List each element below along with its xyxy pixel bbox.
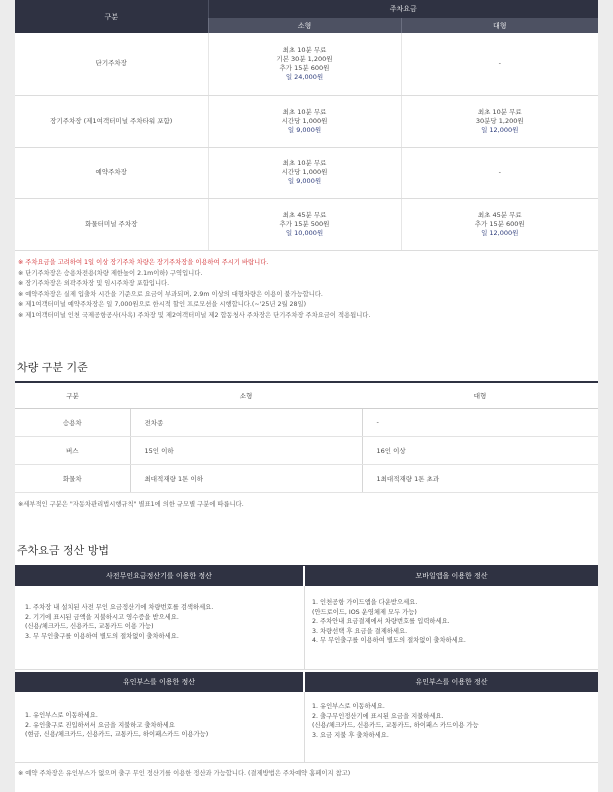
fee-cell-small (208, 95, 401, 147)
payment-list-kiosk (25, 603, 300, 641)
fee-note-2: ※ 장기주차장은 외곽주차장 및 임시주차장 포함입니다. (18, 280, 170, 287)
fee-line: 기본 30분 1,200원 (276, 54, 333, 63)
payment-box-title-manned-booth: 유인부스를 이용한 정산 (15, 672, 303, 692)
fee-header-fee: 주차요금 (208, 0, 598, 18)
fee-cell-small (208, 147, 401, 198)
payment-list-mobile (312, 598, 592, 646)
fee-cell-large (401, 147, 598, 198)
vehicle-cell-large: - (362, 408, 598, 436)
fee-note-4: ※ 제1여객터미널 예약주차장은 일 7,000원으로 한시적 할인 프로모션을 시행합니다.(~'25년 2월 28일) (18, 301, 307, 308)
fee-header-small: 소형 (208, 18, 401, 33)
parking-fee-table-section (15, 0, 598, 251)
payment-divider-bottom (304, 692, 305, 762)
payment-mobile-step-2: 2. 주차안내 요금결제에서 차량번호를 입력하세요. (312, 618, 450, 625)
vehicle-note: ※세부적인 구분은 "자동차관리법시행규칙" 별표1에 의한 규모별 구분에 따릅니다. (18, 501, 244, 508)
vehicle-table-section (15, 381, 598, 493)
fee-line: 최초 10분 무료 (282, 107, 327, 116)
fee-row (15, 95, 598, 147)
fee-line: 최초 45분 무료 (477, 210, 522, 219)
fee-note-warning: ※ 주차요금을 고려하여 1일 이상 장기주차 차량은 장기주차장을 이용하여 주시기 바랍니다. (18, 259, 269, 266)
parking-fee-table (15, 0, 598, 251)
payment-booth-step-1: 1. 유인부스로 이동하세요. (25, 712, 98, 719)
fee-row (15, 147, 598, 198)
fee-line: - (498, 168, 501, 176)
fee-row-name: 장기주차장 (제1여객터미널 주차타워 포함) (15, 95, 208, 147)
fee-cell-large (401, 95, 598, 147)
payment-mobile-step-4: 4. 무 무인출구를 이용하여 별도의 절차없이 출차하세요. (312, 637, 466, 644)
payment-exit-step-1: 1. 유인부스로 이동하세요. (312, 703, 385, 710)
fee-daily-max: 일 12,000원 (481, 228, 519, 237)
vehicle-cell-name: 버스 (15, 436, 130, 464)
vehicle-cell-small: 최대적재량 1톤 이하 (130, 464, 362, 492)
vehicle-header-type: 구분 (15, 382, 130, 408)
payment-footnote: ※ 예약 주차장은 유인부스가 없으며 출구 무인 정산기를 이용한 정산과 가능합니다. (결제방법은 주차예약 홈페이지 참고) (18, 770, 351, 777)
fee-line: 시간당 1,000원 (281, 168, 328, 176)
payment-mid-line (15, 669, 598, 670)
payment-mobile-step-1-note: (안드로이드, IOS 운영체제 모두 가능) (312, 608, 417, 616)
payment-box-title-mobile: 모바일앱을 이용한 정산 (305, 566, 598, 586)
fee-line: 시간당 1,000원 (281, 116, 328, 125)
fee-notes (15, 258, 598, 321)
payment-booth-step-2-note: (현금, 신용/체크카드, 신용카드, 교통카드, 하이패스카드 이용가능) (25, 731, 209, 738)
payment-list-manned-booth (25, 711, 300, 740)
payment-divider-top (304, 586, 305, 669)
payment-kiosk-step-2: 2. 기기에 표시된 금액을 지불하시고 영수증을 받으세요. (25, 613, 179, 621)
page (15, 0, 598, 792)
payment-bottom-line (15, 762, 598, 763)
fee-line: 추가 15분 500원 (279, 219, 330, 228)
vehicle-cell-small: 전차종 (130, 408, 362, 436)
payment-box-title-kiosk: 사전무인요금정산기를 이용한 정산 (15, 566, 303, 586)
vehicle-cell-small: 15인 이하 (130, 436, 362, 464)
fee-note-3: ※ 예약주차장은 실제 입출차 시간을 기준으로 요금이 부과되며, 2.9m 이상의 대형차량은 이용이 불가능합니다. (18, 290, 323, 298)
fee-daily-max: 일 12,000원 (481, 125, 519, 134)
fee-line: 최초 10분 무료 (282, 45, 327, 54)
fee-row-name: 단기주차장 (15, 33, 208, 95)
fee-header-type: 구분 (15, 0, 208, 33)
vehicle-header-large: 대형 (362, 382, 598, 408)
vehicle-table (15, 381, 598, 493)
payment-mobile-step-1: 1. 인천공항 가이드앱을 다운받으세요. (312, 599, 418, 606)
vehicle-row (15, 436, 598, 464)
fee-header-large: 대형 (401, 18, 598, 33)
fee-cell-small (208, 33, 401, 95)
fee-daily-max: 일 9,000원 (287, 177, 322, 185)
payment-section-title: 주차요금 정산 방법 (17, 544, 110, 557)
payment-kiosk-step-2-note: (신용/체크카드, 신용카드, 교통카드 이용 가능) (25, 623, 154, 630)
vehicle-cell-large: 1최대적재량 1톤 초과 (362, 464, 598, 492)
fee-line: - (498, 59, 501, 68)
fee-line: 30분당 1,200원 (475, 116, 524, 125)
payment-box-title-exit-booth: 유인부스를 이용한 정산 (305, 672, 598, 692)
fee-daily-max: 일 9,000원 (287, 125, 322, 134)
fee-daily-max: 일 10,000원 (285, 228, 324, 237)
vehicle-cell-large: 16인 이상 (362, 436, 598, 464)
fee-line: 최초 10분 무료 (477, 107, 522, 116)
vehicle-row (15, 464, 598, 492)
fee-row (15, 33, 598, 95)
fee-cell-large (401, 33, 598, 95)
vehicle-row (15, 408, 598, 436)
vehicle-section-title: 차량 구분 기준 (17, 361, 88, 374)
payment-booth-step-2: 2. 유인출구로 진입하셔서 요금을 지불하고 출차하세요 (25, 721, 175, 729)
fee-row-name: 화물터미널 주차장 (15, 198, 208, 250)
fee-daily-max: 일 24,000원 (285, 72, 324, 81)
fee-row (15, 198, 598, 250)
payment-kiosk-step-1: 1. 주차장 내 설치된 사전 무인 요금정산기에 차량번호를 검색하세요. (25, 604, 214, 611)
payment-exit-step-3: 3. 요금 지불 후 출차하세요. (312, 731, 389, 739)
fee-cell-large (401, 198, 598, 250)
fee-cell-small (208, 198, 401, 250)
vehicle-cell-name: 화물차 (15, 464, 130, 492)
payment-kiosk-step-3: 3. 무 무인출구를 이용하여 별도의 절차없이 출차하세요. (25, 632, 179, 640)
fee-note-5: ※ 제1여객터미널 인천 국제공항공사(사옥) 주차장 및 제2여객터미널 제2 합동청사 주차장은 단기주차장 주차요금이 적용됩니다. (18, 311, 371, 319)
fee-row-name: 예약주차장 (15, 147, 208, 198)
payment-mobile-step-3: 3. 차량선택 후 요금을 결제하세요. (312, 627, 408, 635)
fee-line: 최초 45분 무료 (282, 210, 327, 219)
fee-note-1: ※ 단기주차장은 승용차전용(차량 제한높이 2.1m이하) 구역입니다. (18, 269, 203, 277)
fee-line: 최초 10분 무료 (282, 159, 327, 167)
vehicle-cell-name: 승용차 (15, 408, 130, 436)
payment-exit-step-2-note: (신용/체크카드, 신용카드, 교통카드, 하이패스 카드이용 가능 (312, 722, 479, 729)
vehicle-header-small: 소형 (130, 382, 362, 408)
payment-list-exit-booth (312, 702, 592, 740)
fee-line: 추가 15분 600원 (279, 63, 330, 72)
fee-line: 추가 15분 600원 (474, 219, 525, 228)
payment-exit-step-2: 2. 출구무인정산기에 표시된 요금을 지불하세요. (312, 712, 444, 720)
